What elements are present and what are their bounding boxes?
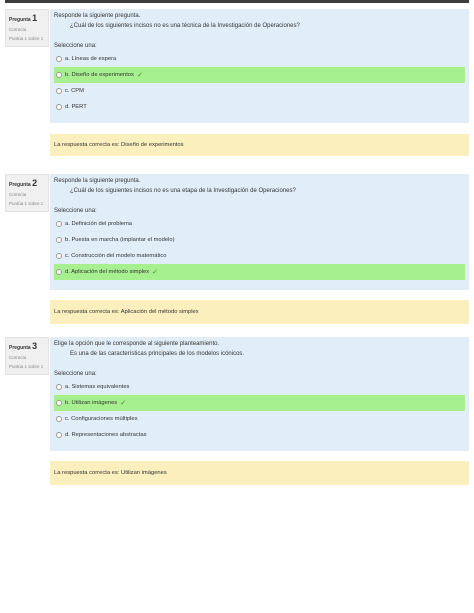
answer-prompt: Seleccione una: bbox=[54, 208, 97, 214]
question-intro: Elige la opción que le corresponde al siguiente planteamiento. bbox=[54, 341, 220, 347]
answer-option-d[interactable] bbox=[54, 99, 465, 115]
question-formulation bbox=[50, 9, 469, 123]
question-statement: ¿Cuál de los siguientes incisos no es una técnica de la Investigación de Operaciones? bbox=[70, 23, 300, 29]
question-content bbox=[50, 9, 469, 156]
check-icon: ✓ bbox=[136, 72, 143, 79]
question-state: Correcta bbox=[9, 355, 27, 360]
question-info bbox=[5, 174, 49, 212]
radio-button[interactable] bbox=[56, 237, 62, 243]
question-statement: ¿Cuál de los siguientes incisos no es una etapa de la Investigación de Operaciones? bbox=[70, 188, 296, 194]
question-formulation bbox=[50, 174, 469, 290]
radio-button[interactable] bbox=[56, 253, 62, 259]
radio-button[interactable] bbox=[56, 416, 62, 422]
correct-answer-feedback: La respuesta correcta es: Aplicación del método simplex bbox=[50, 300, 469, 324]
answer-option-a[interactable] bbox=[54, 216, 465, 232]
answer-options bbox=[54, 216, 465, 280]
question-number bbox=[9, 178, 45, 188]
question-number bbox=[9, 341, 45, 351]
radio-button[interactable] bbox=[56, 56, 62, 62]
question-label: Pregunta bbox=[9, 17, 31, 23]
answer-prompt: Seleccione una: bbox=[54, 371, 97, 377]
answer-label: b. Diseño de experimentos bbox=[65, 72, 134, 78]
radio-button[interactable] bbox=[56, 432, 62, 438]
answer-option-c[interactable] bbox=[54, 411, 465, 427]
answer-option-b[interactable] bbox=[54, 232, 465, 248]
answer-option-d[interactable] bbox=[54, 264, 465, 280]
question-grade: Puntúa 1 sobre 1 bbox=[9, 36, 44, 41]
question-1 bbox=[5, 9, 469, 159]
radio-button[interactable] bbox=[56, 221, 62, 227]
question-text bbox=[54, 341, 465, 357]
question-formulation bbox=[50, 337, 469, 451]
question-info bbox=[5, 9, 49, 47]
answer-options bbox=[54, 51, 465, 115]
question-intro: Responde la siguiente pregunta. bbox=[54, 13, 141, 19]
question-label: Pregunta bbox=[9, 345, 31, 351]
question-text bbox=[54, 13, 465, 29]
question-grade: Puntúa 1 sobre 1 bbox=[9, 201, 44, 206]
answer-label: d. PERT bbox=[65, 104, 87, 110]
question-number-value: 1 bbox=[32, 13, 38, 23]
check-icon: ✓ bbox=[152, 269, 158, 276]
answer-prompt: Seleccione una: bbox=[54, 43, 97, 49]
answer-label: a. Líneas de espera bbox=[65, 56, 117, 62]
answer-option-c[interactable] bbox=[54, 248, 465, 264]
question-content bbox=[50, 174, 469, 324]
answer-label: c. Configuraciones múltiples bbox=[65, 416, 138, 422]
answer-option-a[interactable] bbox=[54, 51, 465, 67]
top-bar bbox=[5, 0, 469, 3]
answer-label: b. Puesta en marcha (implantar el modelo) bbox=[65, 237, 175, 243]
answer-label: d. Representaciones abstractas bbox=[65, 432, 147, 438]
question-content bbox=[50, 337, 469, 485]
radio-button[interactable] bbox=[56, 104, 62, 110]
correct-answer-feedback: La respuesta correcta es: Utilizan imágenes bbox=[50, 461, 469, 485]
question-label: Pregunta bbox=[9, 182, 31, 188]
answer-option-a[interactable] bbox=[54, 379, 465, 395]
question-grade: Puntúa 1 sobre 1 bbox=[9, 364, 44, 369]
answer-label: c. CPM bbox=[65, 88, 85, 94]
question-number-value: 2 bbox=[32, 178, 38, 188]
answer-option-b[interactable] bbox=[54, 67, 465, 83]
radio-button[interactable] bbox=[56, 72, 62, 78]
question-intro: Responde la siguiente pregunta. bbox=[54, 178, 141, 184]
question-3 bbox=[5, 337, 469, 487]
question-state: Correcta bbox=[9, 27, 27, 32]
question-number bbox=[9, 13, 45, 23]
answer-label: a. Definición del problema bbox=[65, 221, 133, 227]
question-info bbox=[5, 337, 49, 375]
check-icon: ✓ bbox=[120, 400, 127, 407]
answer-option-c[interactable] bbox=[54, 83, 465, 99]
answer-label: d. Aplicación del método simplex bbox=[65, 269, 150, 275]
question-text bbox=[54, 178, 465, 194]
answer-option-b[interactable] bbox=[54, 395, 465, 411]
correct-answer-feedback: La respuesta correcta es: Diseño de experimentos bbox=[50, 134, 469, 156]
question-number-value: 3 bbox=[32, 341, 38, 351]
radio-button[interactable] bbox=[56, 88, 62, 94]
question-statement: Es una de las características principales de los modelos icónicos. bbox=[70, 351, 245, 357]
answer-options bbox=[54, 379, 465, 443]
question-state: Correcta bbox=[9, 192, 27, 197]
radio-button[interactable] bbox=[56, 269, 62, 275]
answer-label: c. Construcción del modelo matemático bbox=[65, 253, 167, 259]
answer-option-d[interactable] bbox=[54, 427, 465, 443]
answer-label: b. Utilizan imágenes bbox=[65, 400, 118, 406]
radio-button[interactable] bbox=[56, 400, 62, 406]
answer-label: a. Sistemas equivalentes bbox=[65, 384, 130, 390]
radio-button[interactable] bbox=[56, 384, 62, 390]
question-2 bbox=[5, 174, 469, 324]
